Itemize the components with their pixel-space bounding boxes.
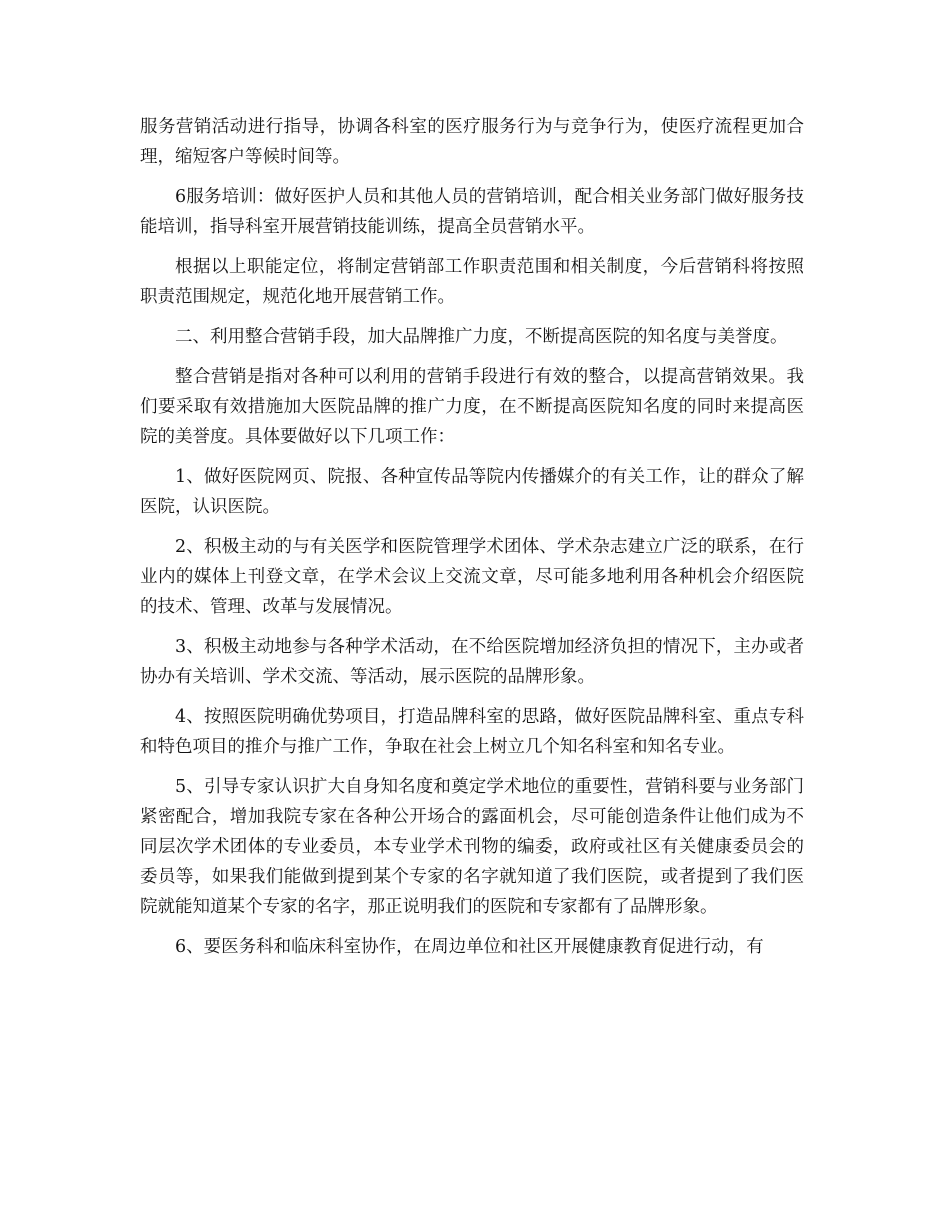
list-item-2: 2、积极主动的与有关医学和医院管理学术团体、学术杂志建立广泛的联系，在行业内的媒体上刊登文章，在学术会议上交流文章，尽可能多地利用各种机会介绍医院的技术、管理、改革与发展情况。 (140, 537, 804, 617)
section-heading-integrated-marketing: 二、利用整合营销手段，加大品牌推广力度，不断提高医院的知名度与美誉度。 (175, 327, 788, 347)
list-item-1: 1、做好医院网页、院报、各种宣传品等院内传播媒介的有关工作，让的群众了解医院，认识医院。 (140, 467, 804, 517)
list-item-5: 5、引导专家认识扩大自身知名度和奠定学术地位的重要性，营销科要与业务部门紧密配合，增加我院专家在各种公开场合的露面机会，尽可能创造条件让他们成为不同层次学术团体的专业委员，本专业学术刊物的编委，政府或社区有关健康委员会的委员等，如果我们能做到提到某个专家的名字就知道了我们医院，或者提到了我们医院就能知道某个专家的名字，那正说明我们的医院和专家都有了品牌形象。 (140, 777, 804, 917)
list-item-3: 3、积极主动地参与各种学术活动，在不给医院增加经济负担的情况下，主办或者协办有关培训、学术交流、等活动，展示医院的品牌形象。 (140, 637, 804, 687)
list-item-6: 6、要医务科和临床科室协作，在周边单位和社区开展健康教育促进行动，有 (175, 937, 764, 957)
document-body (140, 112, 804, 972)
list-item-4: 4、按照医院明确优势项目，打造品牌科室的思路，做好医院品牌科室、重点专科和特色项目的推介与推广工作，争取在社会上树立几个知名科室和知名专业。 (140, 707, 804, 757)
paragraph-continuation: 服务营销活动进行指导，协调各科室的医疗服务行为与竞争行为，使医疗流程更加合理，缩短客户等候时间等。 (140, 117, 804, 167)
paragraph-function-positioning: 根据以上职能定位，将制定营销部工作职责范围和相关制度，今后营销科将按照职责范围规定，规范化地开展营销工作。 (140, 257, 804, 307)
paragraph-integrated-marketing-intro: 整合营销是指对各种可以利用的营销手段进行有效的整合，以提高营销效果。我们要采取有效措施加大医院品牌的推广力度，在不断提高医院知名度的同时来提高医院的美誉度。具体要做好以下几项工作： (140, 367, 804, 447)
paragraph-service-training: 6服务培训：做好医护人员和其他人员的营销培训，配合相关业务部门做好服务技能培训，指导科室开展营销技能训练，提高全员营销水平。 (140, 187, 804, 237)
